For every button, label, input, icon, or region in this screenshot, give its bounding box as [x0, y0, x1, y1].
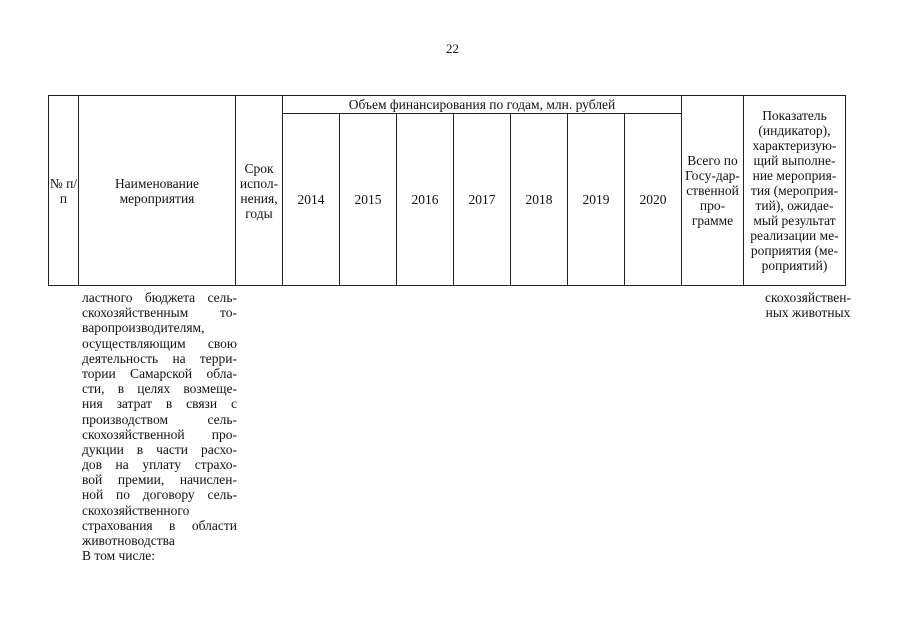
in-that-number-label: В том числе:	[82, 548, 155, 564]
program-table-header	[48, 95, 846, 286]
name-line: ластного бюджета сель-	[82, 290, 237, 305]
name-line: производством сель-	[82, 411, 237, 427]
name-line: варопроизводителям,	[82, 320, 205, 336]
header-year-2015: 2015	[340, 114, 397, 286]
name-line: осуществляющим свою	[82, 335, 237, 351]
name-line: тории Самарской обла-	[82, 365, 237, 381]
indicator-continuation	[758, 290, 858, 320]
name-line: дукции в части расхо-	[82, 441, 237, 457]
header-year-2017: 2017	[454, 114, 511, 286]
indicator-line: ных животных	[765, 305, 851, 321]
name-line: скохозяйственной про-	[82, 426, 237, 442]
name-line: сти, в целях возмеще-	[82, 381, 237, 397]
header-year-2019: 2019	[568, 114, 625, 286]
header-year-2018: 2018	[511, 114, 568, 286]
name-line: вой премии, начислен-	[82, 472, 237, 488]
name-line: скохозяйственного	[82, 502, 190, 518]
header-year-2016: 2016	[397, 114, 454, 286]
header-indicator: Показатель (индикатор), характеризую-щий выполне-ние мероприя-тия (мероприя-тий), ожидае-мый результат реализации ме-роприятия (ме-роприятий)	[744, 96, 846, 286]
name-line: ной по договору сель-	[82, 487, 237, 503]
activity-name-continuation	[82, 290, 237, 563]
header-term: Срок испол-нения, годы	[236, 96, 283, 286]
name-line: скохозяйственным то-	[82, 305, 237, 321]
indicator-line: скохозяйствен-	[765, 290, 851, 305]
name-line: дов на уплату страхо-	[82, 457, 237, 473]
header-funding-group: Объем финансирования по годам, млн. рублей	[283, 96, 682, 114]
name-line: страхования в области	[82, 517, 237, 533]
name-line: ния затрат в связи с	[82, 396, 237, 412]
name-line: животноводства	[82, 533, 175, 548]
page-number: 22	[446, 41, 459, 56]
header-total: Всего по Госу-дар-ственной про-грамме	[682, 96, 744, 286]
header-num: № п/п	[49, 96, 79, 286]
header-year-2014: 2014	[283, 114, 340, 286]
header-name: Наименование мероприятия	[79, 96, 236, 286]
header-year-2020: 2020	[625, 114, 682, 286]
name-line: деятельность на терри-	[82, 350, 237, 366]
